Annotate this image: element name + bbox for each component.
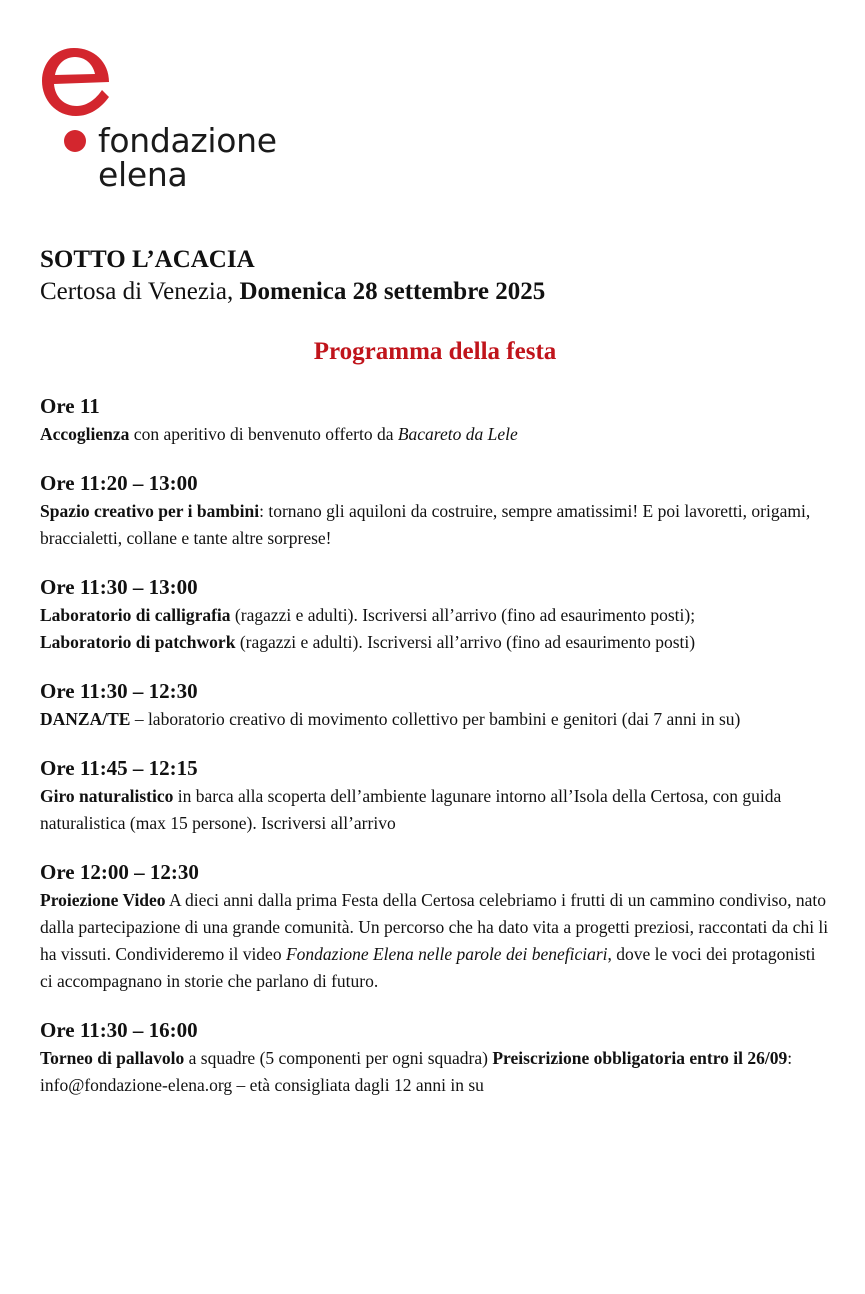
program-entry [40,392,830,448]
program-entry [40,858,830,995]
text-span: A dieci anni dalla prima Festa della Certosa celebriamo i frutti di un cammino condiviso, nato dalla partecipazione di una grande comunità. Un percorso che ha dato vita a progetti preziosi, raccontati da chi li ha vissuti. Condivideremo il video [40,890,829,964]
bold-text: Laboratorio di calligrafia [40,605,231,625]
text-span: : tornano gli aquiloni da costruire, sempre amatissimi! E poi lavoretti, origami, braccialetti, collane e tante altre sorprese! [40,501,811,548]
logo-wordmark [98,121,277,194]
entry-time: Ore 11:30 – 16:00 [40,1018,198,1042]
text-span: a squadre (5 componenti per ogni squadra) [184,1048,493,1068]
italic-text: Fondazione Elena nelle parole dei beneficiari [285,944,608,964]
text-span: in barca alla scoperta dell’ambiente lagunare intorno all’Isola della Certosa, con guida naturalistica (max 15 persone). Iscriversi all’arrivo [40,786,782,833]
event-place: Certosa di Venezia, [40,278,234,305]
entry-description [40,887,830,995]
entry-time: Ore 11 [40,394,100,418]
document-body [40,244,830,1120]
program-entry [40,754,830,837]
entry-description [40,498,830,552]
logo-line-fondazione: fondazione [98,121,277,160]
logo-line-elena: elena [98,155,188,194]
program-entry [40,469,830,552]
bold-text: Preiscrizione obbligatoria entro il 26/09 [492,1048,788,1068]
text-span: , dove le voci dei protagonisti ci accompagnano in storie che parlano di futuro. [40,944,816,991]
bold-text: Accoglienza [40,424,130,444]
event-title: SOTTO L’ACACIA [40,246,255,273]
bold-text: Giro naturalistico [40,786,174,806]
entry-time: Ore 11:45 – 12:15 [40,756,198,780]
bold-text: DANZA/TE [40,709,131,729]
entry-description [40,421,830,448]
entry-time: Ore 11:20 – 13:00 [40,471,198,495]
text-span: con aperitivo di benvenuto offerto da [129,424,398,444]
logo-dot [64,130,86,152]
text-span: – laboratorio creativo di movimento collettivo per bambini e genitori (dai 7 anni in su) [130,709,741,729]
text-span: (ragazzi e adulti). Iscriversi all’arrivo (fino ad esaurimento posti) [235,632,696,652]
entry-time: Ore 12:00 – 12:30 [40,860,199,884]
entry-description [40,629,830,656]
entry-description [40,602,830,629]
logo-e-glyph [42,48,109,116]
italic-text: Bacareto da Lele [397,424,518,444]
entry-description [40,706,830,733]
event-subtitle [40,276,830,308]
entry-description [40,1045,830,1099]
event-date: Domenica 28 settembre 2025 [239,278,546,305]
text-span: : info@fondazione-elena.org – età consigliata dagli 12 anni in su [40,1048,793,1095]
program-entry [40,1016,830,1099]
bold-text: Laboratorio di patchwork [40,632,236,652]
program-list [40,392,830,1099]
program-entry [40,677,830,733]
bold-text: Proiezione Video [40,890,166,910]
entry-time: Ore 11:30 – 13:00 [40,575,198,599]
entry-time: Ore 11:30 – 12:30 [40,679,198,703]
text-span: (ragazzi e adulti). Iscriversi all’arrivo (fino ad esaurimento posti); [230,605,696,625]
bold-text: Torneo di pallavolo [40,1048,185,1068]
bold-text: Spazio creativo per i bambini [40,501,260,521]
entry-description [40,783,830,837]
program-entry [40,573,830,656]
program-title: Programma della festa [313,338,557,365]
